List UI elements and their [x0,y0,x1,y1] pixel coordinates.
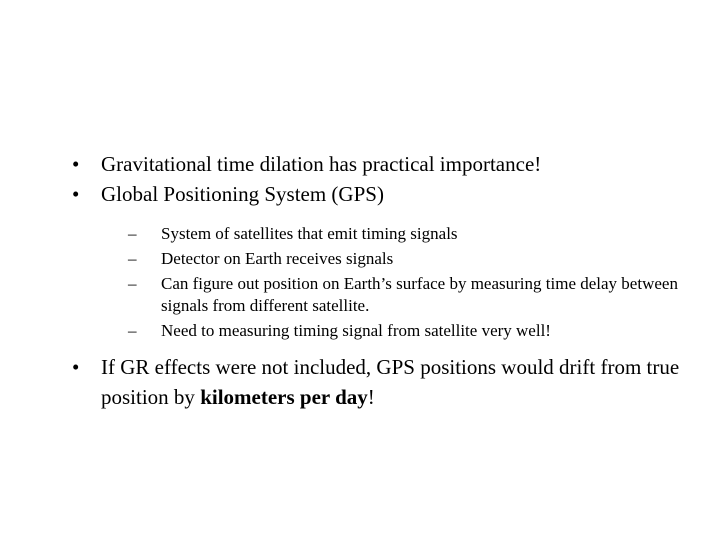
sub-bullet-marker: – [128,321,137,340]
bullet-marker: • [72,355,80,379]
bullet-marker: • [72,182,80,206]
bullet-gps [72,179,682,342]
sub-bullet-satellites [101,223,682,245]
sub-bullet-text: Need to measuring timing signal from satellite very well! [161,321,551,340]
bullet-gr-effects [72,352,682,412]
gps-sub-list [101,223,682,342]
bullet-text: Gravitational time dilation has practical importance! [101,152,542,176]
sub-bullet-marker: – [128,249,137,268]
sub-bullet-detector [101,248,682,270]
sub-bullet-text: Can figure out position on Earth’s surface by measuring time delay between signals from different satellite. [161,274,678,315]
bullet-text: Global Positioning System (GPS) [101,182,384,206]
bullet-emphasis: kilometers per day [200,385,368,409]
sub-bullet-marker: – [128,224,137,243]
sub-bullet-text: System of satellites that emit timing signals [161,224,458,243]
sub-bullet-text: Detector on Earth receives signals [161,249,394,268]
bullet-text-before: If GR effects were not included, GPS positions would drift from true position by [101,355,680,409]
bullet-text-after: ! [367,385,375,409]
sub-bullet-timing [101,320,682,342]
sub-bullet-position [101,273,682,317]
bullet-list [72,149,682,412]
sub-bullet-marker: – [128,274,137,293]
bullet-time-dilation [72,149,682,179]
bullet-marker: • [72,152,80,176]
